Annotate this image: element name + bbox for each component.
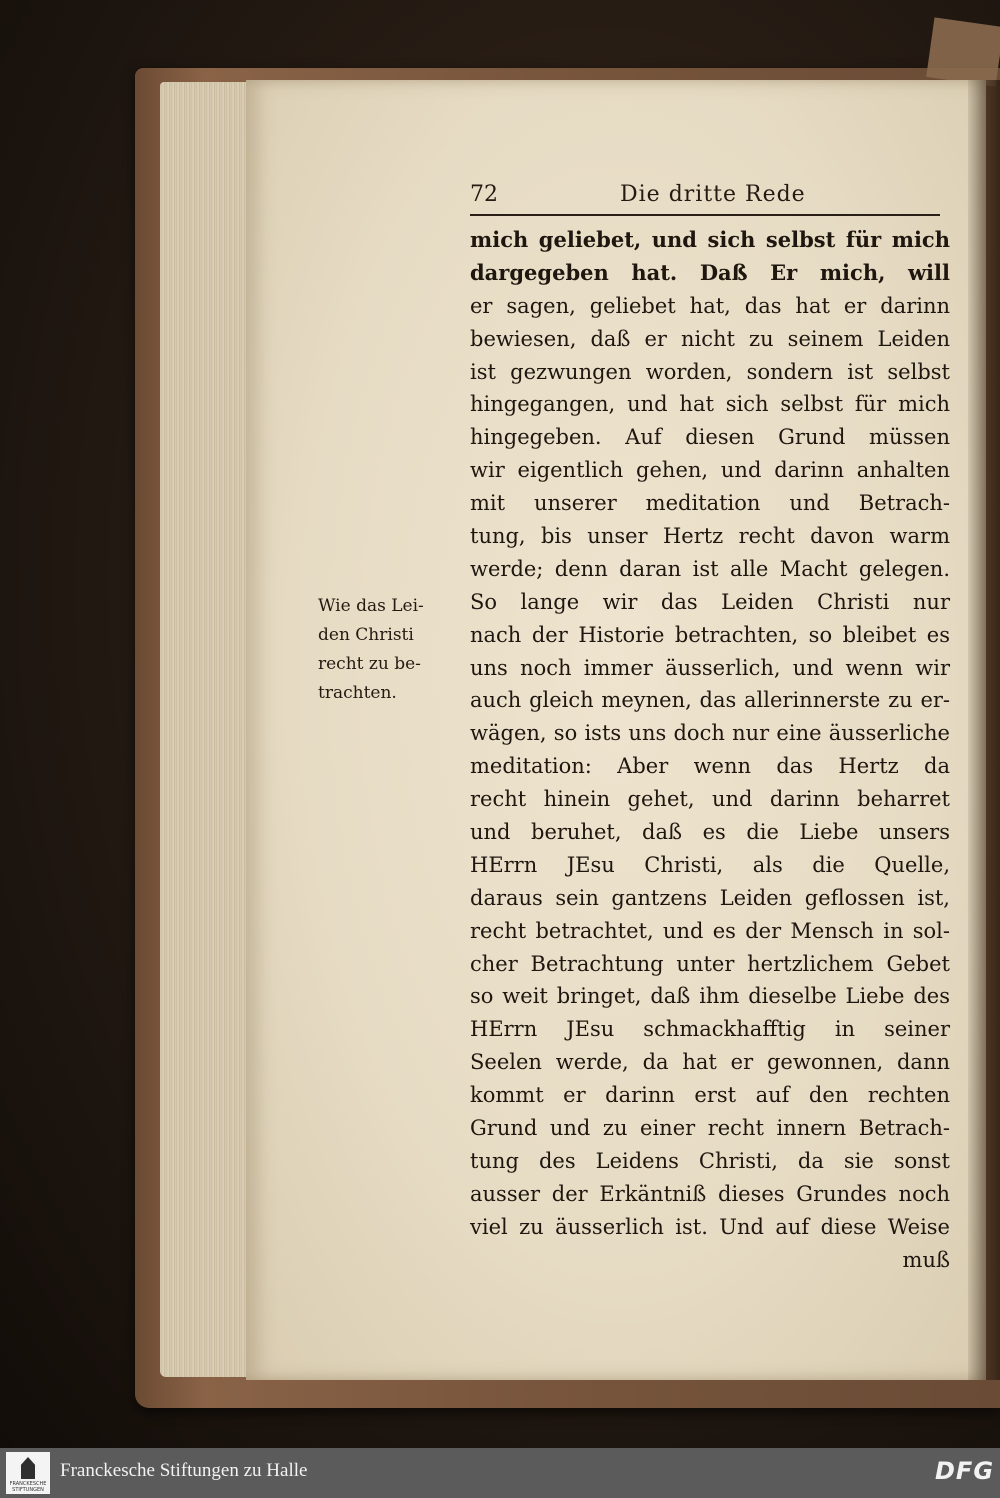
- text-line: ist gezwungen worden, sondern ist selbst: [470, 359, 950, 384]
- text-line: daraus sein gantzens Leiden geflossen ist,: [470, 885, 950, 910]
- text-line: hingegangen, und hat sich selbst für mich: [470, 392, 950, 417]
- text-line: Seelen werde, da hat er gewonnen, dann: [470, 1050, 950, 1075]
- text-line: HErrn JEsu Christi, als die Quelle,: [470, 852, 950, 877]
- text-line: tung des Leidens Christi, da sie sonst: [470, 1148, 950, 1173]
- page-edges: [160, 82, 250, 1377]
- text-line: mich geliebet, und sich selbst für mich: [470, 227, 950, 252]
- text-line: cher Betrachtung unter hertzlichem Gebet: [470, 951, 950, 976]
- text-line: ausser der Erkäntniß dieses Grundes noch: [470, 1181, 950, 1206]
- margin-note-line: Wie das Lei-: [318, 596, 424, 616]
- text-line: kommt er darinn erst auf den rechten: [470, 1083, 950, 1108]
- body-text: [470, 224, 950, 1277]
- text-line: dargegeben hat. Daß Er mich, will: [470, 259, 950, 285]
- text-line: werde; denn daran ist alle Macht gelegen.: [470, 556, 950, 581]
- text-line: wägen, so ists uns doch nur eine äusserliche: [470, 721, 950, 746]
- logo-text: FRANCKESCHE STIFTUNGEN: [9, 1481, 47, 1493]
- institution-logo[interactable]: [6, 1452, 50, 1494]
- text-line: uns noch immer äusserlich, und wenn wir: [470, 655, 950, 680]
- text-line: recht betrachtet, und es der Mensch in sol-: [470, 918, 950, 943]
- text-line: auch gleich meynen, das allerinnerste zu er-: [470, 688, 950, 713]
- margin-note: [318, 592, 468, 708]
- text-line: er sagen, geliebet hat, das hat er darinn: [470, 293, 950, 318]
- catchword: muß: [902, 1247, 950, 1272]
- text-line: tung, bis unser Hertz recht davon warm: [470, 524, 950, 549]
- text-line: Grund und zu einer recht innern Betrach-: [470, 1116, 950, 1141]
- gutter-shadow: [968, 80, 1000, 1380]
- text-line: nach der Historie betrachten, so bleibet es: [470, 622, 950, 647]
- text-line: so weit bringet, daß ihm dieselbe Liebe des: [470, 984, 950, 1009]
- text-line: So lange wir das Leiden Christi nur: [470, 589, 950, 614]
- building-icon: [21, 1457, 35, 1479]
- head-rule: [470, 214, 940, 216]
- text-line: meditation: Aber wenn das Hertz da: [470, 754, 950, 779]
- text-line: wir eigentlich gehen, und darinn anhalten: [470, 458, 950, 483]
- text-line: viel zu äusserlich ist. Und auf diese Weise: [470, 1214, 950, 1239]
- page-number: 72: [470, 182, 498, 207]
- margin-note-line: den Christi: [318, 625, 414, 645]
- viewer-footer: [0, 1448, 1000, 1498]
- binding-tape: [926, 17, 1000, 86]
- institution-name[interactable]: Franckesche Stiftungen zu Halle: [60, 1460, 308, 1481]
- dfg-logo[interactable]: DFG: [935, 1457, 995, 1485]
- text-line: mit unserer meditation und Betrach-: [470, 491, 950, 516]
- text-line: bewiesen, daß er nicht zu seinem Leiden: [470, 326, 950, 351]
- text-line: hingegeben. Auf diesen Grund müssen: [470, 425, 950, 450]
- running-head-title: Die dritte Rede: [620, 182, 806, 207]
- margin-note-line: trachten.: [318, 683, 397, 703]
- margin-note-line: recht zu be-: [318, 654, 421, 674]
- text-line: HErrn JEsu schmackhafftig in seiner: [470, 1017, 950, 1042]
- running-head: [470, 182, 940, 216]
- text-line: und beruhet, daß es die Liebe unsers: [470, 820, 950, 845]
- text-line: recht hinein gehet, und darinn beharret: [470, 787, 950, 812]
